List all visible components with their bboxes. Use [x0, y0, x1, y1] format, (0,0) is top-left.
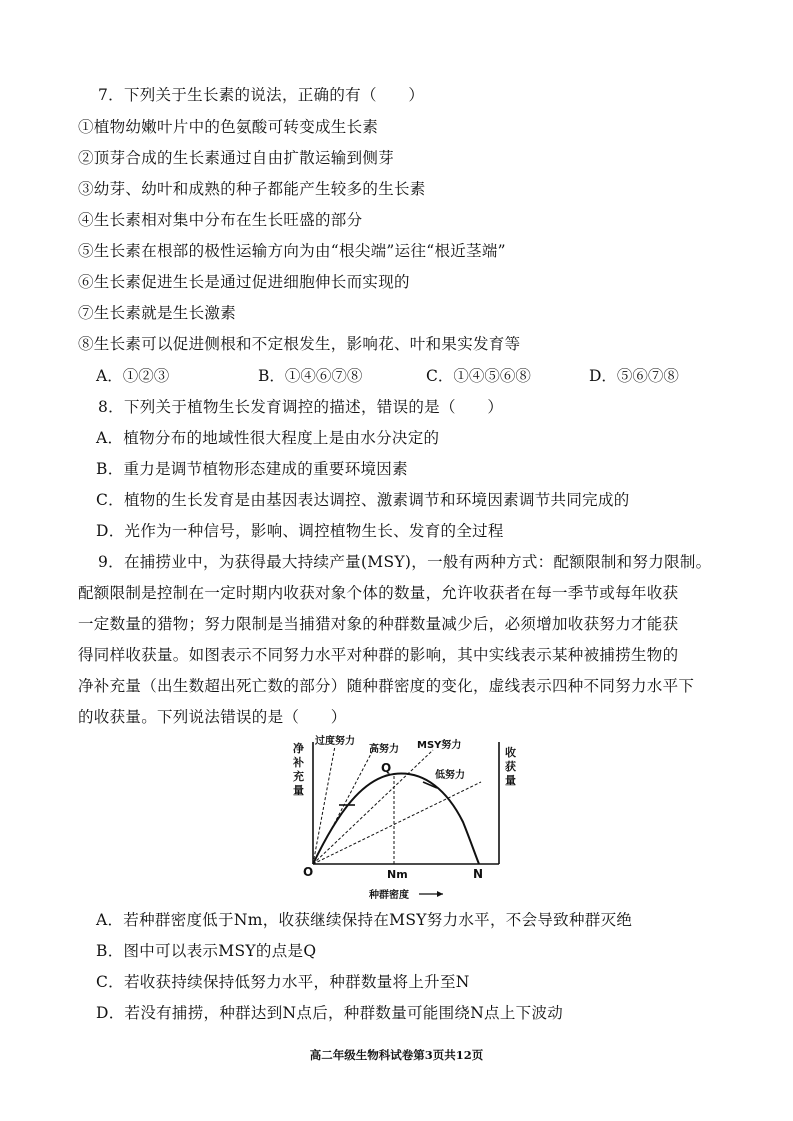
q9-stem-line-3: 一定数量的猎物；努力限制是当捕猎对象的种群数量减少后，必须增加收获努力才能获: [78, 615, 679, 633]
q8-option-b: B．重力是调节植物形态建成的重要环境因素: [96, 460, 408, 478]
q7-item-2: ②顶芽合成的生长素通过自由扩散运输到侧芽: [78, 149, 395, 167]
x-axis-label: 种群密度: [369, 890, 409, 901]
low-effort-label: 低努力: [435, 770, 465, 781]
excess-effort-label: 过度努力: [315, 736, 355, 747]
svg-text:补: 补: [293, 756, 304, 769]
q8-option-d: D．光作为一种信号，影响、调控植物生长、发育的全过程: [96, 522, 504, 540]
low-effort-line: [313, 782, 481, 864]
x-axis-arrowhead: [437, 891, 443, 897]
q7-option-a: A．①②③: [96, 367, 170, 385]
harvest-effort-figure: [283, 732, 543, 907]
n-label: N: [473, 867, 484, 881]
q9-stem-line-5: 净补充量（出生数超出死亡数的部分）随种群密度的变化，虚线表示四种不同努力水平下: [78, 677, 695, 695]
left-axis-label: [292, 741, 305, 797]
svg-text:净: 净: [293, 742, 304, 755]
q7-item-3: ③幼芽、幼叶和成熟的种子都能产生较多的生长素: [78, 180, 426, 198]
q7-item-7: ⑦生长素就是生长激素: [78, 304, 237, 322]
svg-text:充: 充: [293, 770, 304, 783]
q7-option-c: C．①④⑤⑥⑧: [426, 367, 531, 385]
point-q-label: Q: [381, 761, 392, 775]
nm-label: Nm: [387, 868, 408, 881]
q9-option-b: B．图中可以表示MSY的点是Q: [96, 942, 317, 960]
q7-option-b: B．①④⑥⑦⑧: [258, 367, 363, 385]
svg-text:量: 量: [505, 774, 516, 787]
q8-stem: 8．下列关于植物生长发育调控的描述，错误的是（ ）: [98, 398, 504, 416]
svg-text:量: 量: [293, 784, 304, 797]
q9-stem-line-4: 得同样收获量。如图表示不同努力水平对种群的影响，其中实线表示某种被捕捞生物的: [78, 646, 679, 664]
page-footer: 高二年级生物科试卷第3页共12页: [309, 1048, 484, 1062]
high-effort-label: 高努力: [369, 744, 399, 755]
svg-text:获: 获: [505, 760, 516, 773]
right-axis-label: [505, 745, 516, 787]
q7-item-1: ①植物幼嫩叶片中的色氨酸可转变成生长素: [78, 118, 379, 136]
q9-option-a: A．若种群密度低于Nm，收获继续保持在MSY努力水平，不会导致种群灭绝: [96, 911, 633, 929]
q7-item-8: ⑧生长素可以促进侧根和不定根发生，影响花、叶和果实发育等: [78, 335, 521, 353]
q7-item-6: ⑥生长素促进生长是通过促进细胞伸长而实现的: [78, 273, 410, 291]
q9-option-d: D．若没有捕捞，种群达到N点后，种群数量可能围绕N点上下波动: [96, 1004, 564, 1022]
q9-stem-line-1: 9．在捕捞业中，为获得最大持续产量(MSY)，一般有两种方式：配额限制和努力限制。: [98, 553, 712, 571]
q7-item-4: ④生长素相对集中分布在生长旺盛的部分: [78, 211, 363, 229]
q7-stem: 7．下列关于生长素的说法，正确的有（ ）: [98, 86, 425, 104]
q9-option-c: C．若收获持续保持低努力水平，种群数量将上升至N: [96, 973, 470, 991]
svg-text:收: 收: [505, 746, 516, 759]
q8-option-a: A．植物分布的地域性很大程度上是由水分决定的: [96, 429, 440, 447]
net-recruitment-curve: [313, 774, 479, 864]
origin-label: O: [303, 865, 314, 879]
q8-option-c: C．植物的生长发育是由基因表达调控、激素调节和环境因素调节共同完成的: [96, 491, 630, 509]
q9-stem-line-2: 配额限制是控制在一定时期内收获对象个体的数量，允许收获者在每一季节或每年收获: [78, 584, 679, 602]
msy-effort-line: [313, 750, 433, 864]
msy-effort-label: MSY努力: [417, 740, 462, 751]
q7-item-5: ⑤生长素在根部的极性运输方向为由“根尖端”运往“根近茎端”: [78, 242, 506, 260]
q7-option-d: D．⑤⑥⑦⑧: [589, 367, 679, 385]
q9-stem-line-6: 的收获量。下列说法错误的是（ ）: [78, 708, 347, 726]
